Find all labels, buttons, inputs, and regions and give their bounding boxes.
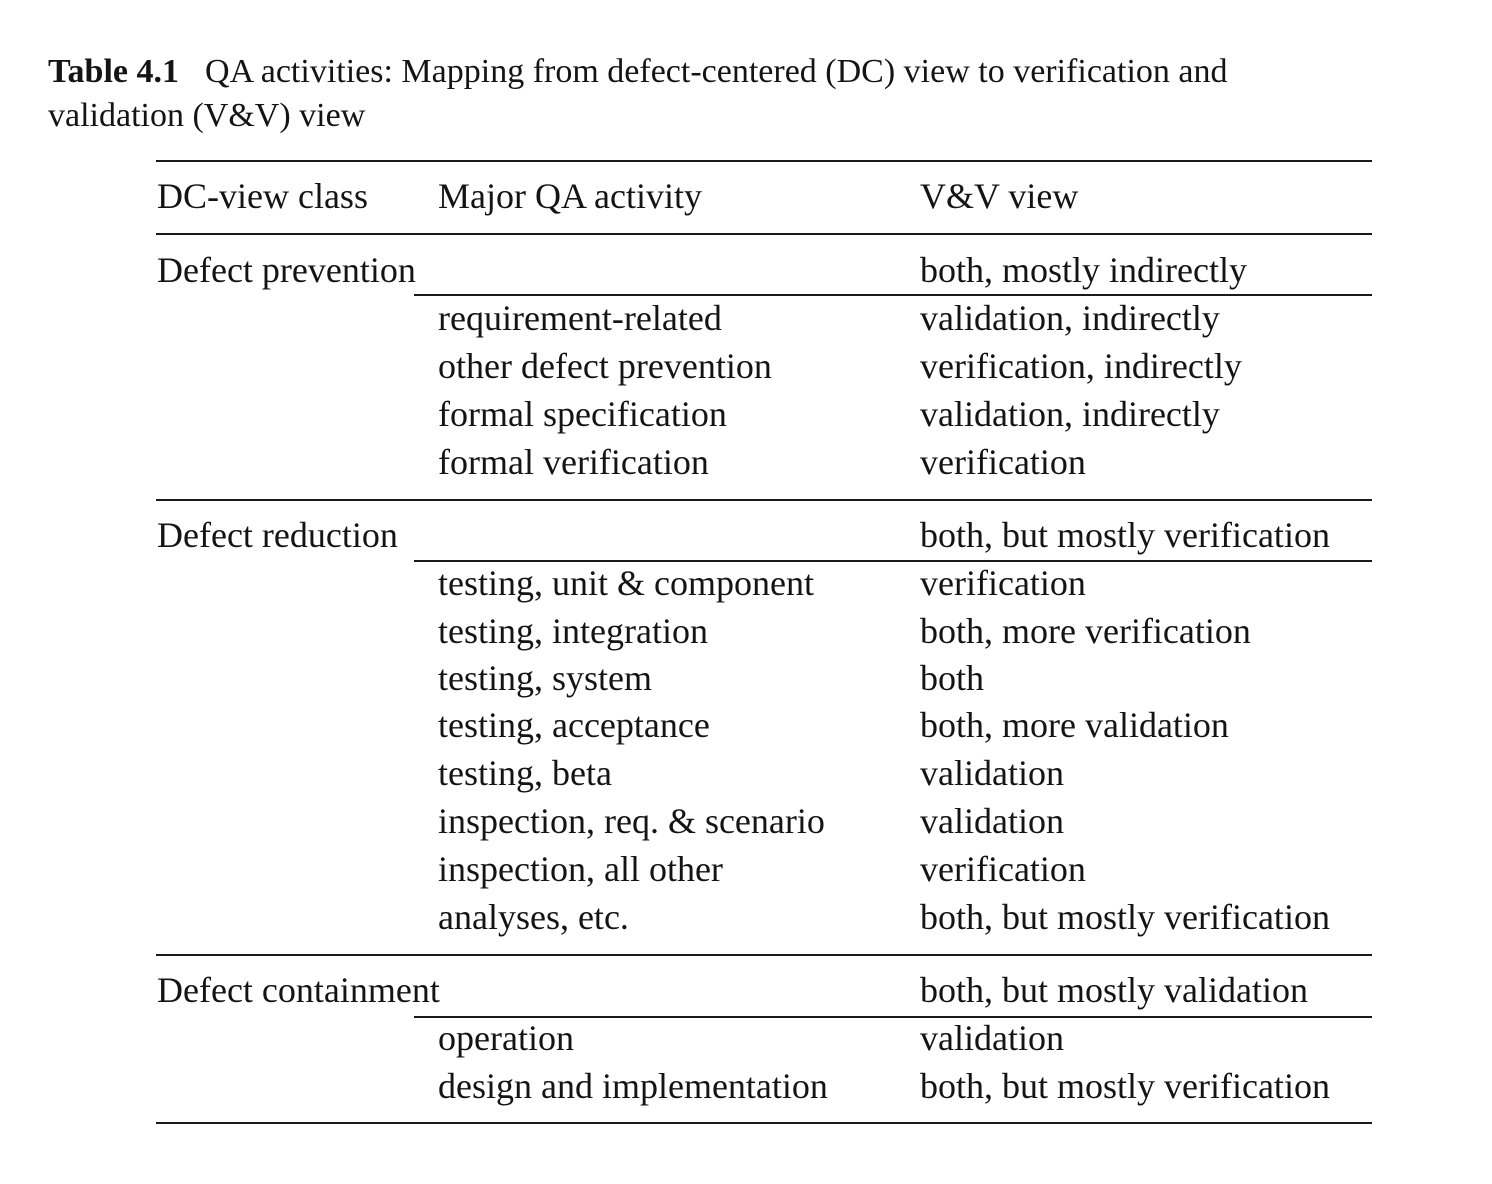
group-class-label: Defect reduction [157,515,398,555]
activity-cell: other defect prevention [438,346,772,386]
view-cell: verification [920,442,1086,482]
group-view-value: both, but mostly validation [920,970,1308,1010]
group-class-label: Defect prevention [157,250,416,290]
top-rule [156,160,1372,162]
header-vv-view: V&V view [920,176,1079,216]
bottom-rule [156,1122,1372,1124]
activity-cell: testing, integration [438,611,708,651]
view-cell: both, but mostly verification [920,897,1330,937]
view-cell: validation [920,753,1064,793]
activity-cell: testing, system [438,658,652,698]
activity-cell: design and implementation [438,1066,828,1106]
table-caption [48,50,1348,138]
activity-cell: inspection, all other [438,849,723,889]
activity-cell: analyses, etc. [438,897,629,937]
group-view-value: both, mostly indirectly [920,250,1247,290]
group-rule [156,499,1372,501]
view-cell: validation [920,1018,1064,1058]
activity-cell: testing, beta [438,753,612,793]
group-subrule [414,294,1372,296]
activity-cell: formal specification [438,394,727,434]
view-cell: both, more validation [920,705,1229,745]
group-subrule [414,560,1372,562]
activity-cell: inspection, req. & scenario [438,801,825,841]
activity-cell: formal verification [438,442,709,482]
activity-cell: operation [438,1018,574,1058]
view-cell: validation, indirectly [920,298,1220,338]
view-cell: verification [920,849,1086,889]
activity-cell: testing, acceptance [438,705,710,745]
view-cell: validation [920,801,1064,841]
header-rule [156,233,1372,235]
group-view-value: both, but mostly verification [920,515,1330,555]
caption-text: QA activities: Mapping from defect-centered (DC) view to verification and validation (V&V) view [48,53,1228,134]
header-major-qa-activity: Major QA activity [438,176,702,216]
view-cell: both [920,658,985,698]
activity-cell: testing, unit & component [438,563,814,603]
group-class-label: Defect containment [157,970,440,1010]
group-rule [156,954,1372,956]
view-cell: verification [920,563,1086,603]
view-cell: both, but mostly verification [920,1066,1330,1106]
header-dc-view-class: DC-view class [157,176,368,216]
view-cell: validation, indirectly [920,394,1220,434]
view-cell: both, more verification [920,611,1251,651]
table-label: Table 4.1 [48,53,180,90]
view-cell: verification, indirectly [920,346,1242,386]
activity-cell: requirement-related [438,298,722,338]
